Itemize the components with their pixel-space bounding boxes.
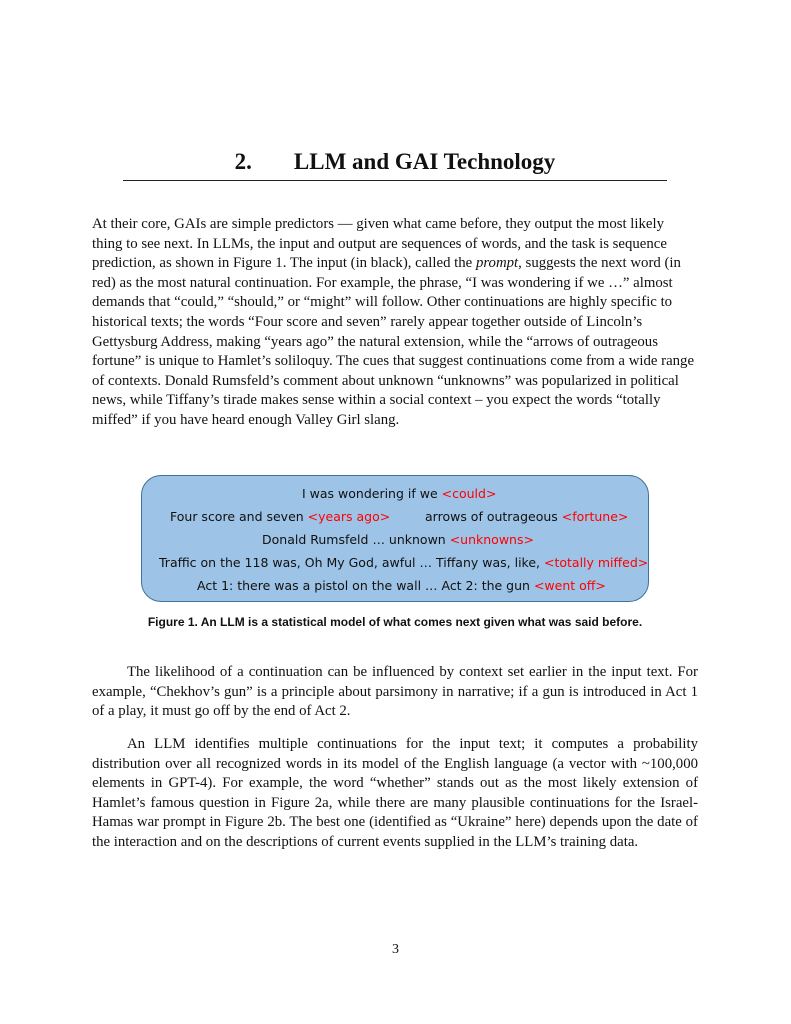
prompt-text: arrows of outrageous <box>425 509 562 524</box>
context-paragraph: The likelihood of a continuation can be influenced by context set earlier in the input text. For example, “Chekhov’s gun” is a principle about parsimony in narrative; if a gun is introduced in Act 1 of a play, it must go off by the end of Act 2. <box>92 664 698 720</box>
prompt-text: Act 1: there was a pistol on the wall … Act 2: the gun <box>197 578 534 593</box>
section-title: LLM and GAI Technology <box>293 149 556 174</box>
continuation-text: <fortune> <box>561 509 629 524</box>
continuation-text: <unknowns> <box>449 532 534 547</box>
section-heading <box>123 146 667 181</box>
paragraph-text: At their core, GAIs are simple predictors — given what came before, they output the most likely thing to see next. In LLMs, the input and output are sequences of words, and the task is sequence prediction, as shown in Figure 1. The input (in black), called the <box>92 216 667 272</box>
prompt-text: Traffic on the 118 was, Oh My God, awful … Tiffany was, like, <box>159 555 544 570</box>
distribution-paragraph: An LLM identifies multiple continuations for the input text; it computes a probability distribution over all recognized words in its model of the English language (a vector with ~100,000 elements in GPT-4). For example, the word “whether” stands out as the most likely extension of Hamlet’s famous question in Figure 2a, while there are many plausible continuations for the Israel-Hamas war prompt in Figure 2b. The best one (identified as “Ukraine” here) depends upon the date of the interaction and on the descriptions of current events supplied in the LLM’s training data. <box>92 736 698 850</box>
figure-line-2a <box>170 509 390 524</box>
continuation-text: <totally miffed> <box>543 555 649 570</box>
section-number: 2. <box>234 149 252 174</box>
continuation-text: <years ago> <box>307 509 391 524</box>
prompt-text: I was wondering if we <box>302 486 442 501</box>
paragraph-text: , suggests the next word (in red) as the most natural continuation. For example, the phrase, “I was wondering if we …” almost demands that “could,” “should,” or “might” will follow. Other continuations are highly specific to historical texts; the words “Four score and seven” rarely appear together outside of Lincoln’s Gettysburg Address, making “years ago” the natural extension, while the “arrows of outrageous fortune” is unique to Hamlet’s soliloquy. The cues that suggest continuations come from a wide range of contexts. Donald Rumsfeld’s comment about unknown “unknowns” was popularized in political news, while Tiffany’s tirade makes sense within a social context – you expect the words “totally miffed” if you have heard enough Valley Girl slang. <box>92 255 695 428</box>
figure-line-1 <box>302 486 496 501</box>
figure-line-3 <box>262 532 534 547</box>
figure-line-2b <box>425 509 628 524</box>
prompt-text: Donald Rumsfeld … unknown <box>262 532 450 547</box>
page-number: 3 <box>392 942 399 957</box>
prompt-text: Four score and seven <box>170 509 308 524</box>
figure-1-caption: Figure 1. An LLM is a statistical model of what comes next given what was said before. <box>147 615 643 629</box>
intro-paragraph <box>92 215 698 431</box>
continuation-text: <could> <box>441 486 497 501</box>
continuation-text: <went off> <box>533 578 606 593</box>
figure-line-5 <box>197 578 606 593</box>
figure-1-box <box>141 475 649 602</box>
prompt-term: prompt <box>475 255 519 272</box>
figure-line-4 <box>159 555 648 570</box>
